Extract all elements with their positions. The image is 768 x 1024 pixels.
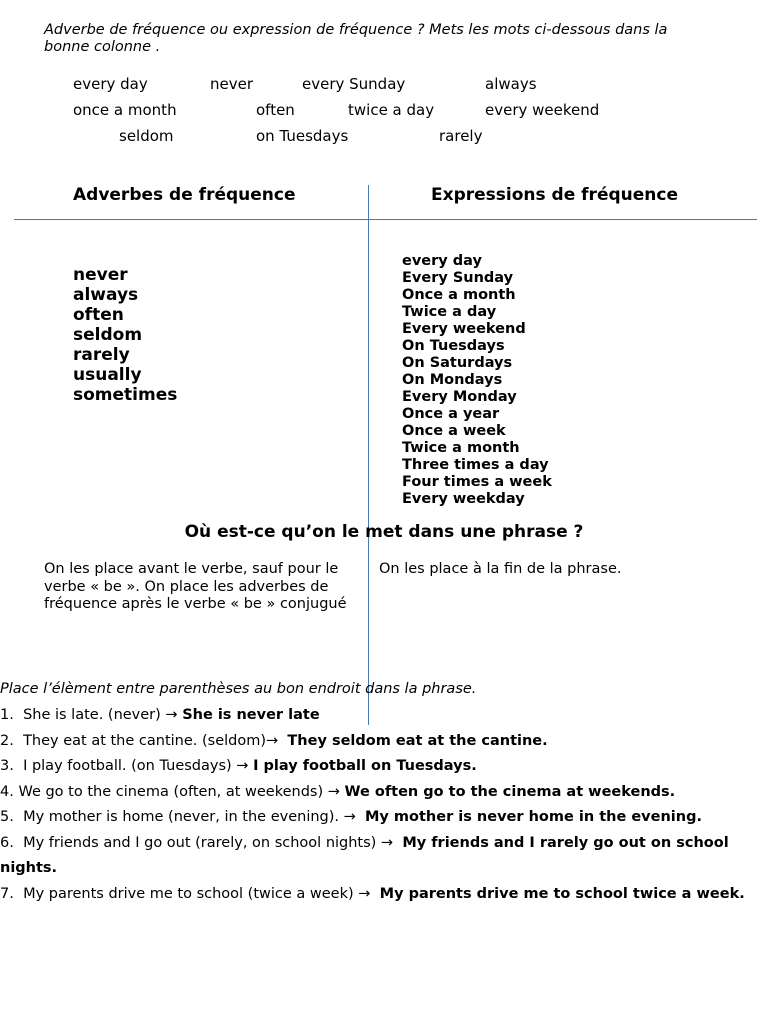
adverb-item: seldom — [73, 325, 143, 345]
item-answer: We often go to the cinema at weekends. — [344, 783, 676, 800]
item-prompt: They eat at the cantine. (seldom)→ — [23, 732, 279, 749]
exercise-item — [0, 754, 752, 780]
expression-item: every day — [402, 253, 482, 269]
item-answer: My mother is never home in the evening. — [365, 809, 702, 825]
adverb-item: often — [73, 305, 124, 325]
item-number: 4. — [0, 783, 14, 800]
item-prompt: She is late. (never) → — [23, 707, 178, 723]
adverb-item: usually — [73, 365, 142, 385]
adverb-item: sometimes — [73, 385, 178, 405]
expression-item: Once a year — [402, 406, 500, 422]
word-bank-item: twice a day — [348, 101, 435, 119]
adverbs-column-header: Adverbes de fréquence — [73, 185, 296, 205]
item-answer: My parents drive me to school twice a week. — [379, 885, 745, 902]
exercise-instruction: Place l’élèment entre parenthèses au bon endroit dans la phrase. — [0, 681, 477, 697]
expression-item: On Tuesdays — [402, 338, 505, 354]
table-column-divider — [368, 185, 369, 725]
expression-placement-rule: On les place à la fin de la phrase. — [379, 561, 622, 577]
item-answer: They seldom eat at the cantine. — [287, 732, 548, 749]
word-bank-item: every Sunday — [302, 75, 406, 93]
word-bank-item: seldom — [119, 127, 174, 145]
placement-question: Où est-ce qu’on le met dans une phrase ? — [184, 522, 584, 542]
exercise-item — [0, 831, 752, 882]
item-prompt: My parents drive me to school (twice a week) → — [23, 885, 371, 902]
adverb-item: rarely — [73, 345, 130, 365]
item-prompt: My friends and I go out (rarely, on school nights) → — [23, 834, 394, 851]
expression-item: Twice a month — [402, 440, 520, 456]
item-number: 3. — [0, 758, 14, 774]
expression-item: Every Sunday — [402, 270, 514, 286]
expression-item: Once a week — [402, 423, 506, 439]
expression-item: Every Monday — [402, 389, 517, 405]
exercise-item — [0, 882, 752, 908]
item-number: 1. — [0, 707, 14, 723]
word-bank-item: always — [485, 75, 537, 93]
adverb-item: never — [73, 265, 128, 285]
word-bank-item: on Tuesdays — [256, 127, 349, 145]
expressions-column-header: Expressions de fréquence — [431, 185, 678, 205]
word-bank-item: every weekend — [485, 101, 600, 119]
expressions-list — [402, 253, 552, 508]
word-bank-item: once a month — [73, 101, 177, 119]
item-number: 5. — [0, 809, 14, 825]
expression-item: Every weekend — [402, 321, 526, 337]
word-bank-item: rarely — [439, 127, 483, 145]
item-prompt: My mother is home (never, in the evening). → — [23, 809, 356, 825]
exercise-item — [0, 805, 752, 831]
exercise-item — [0, 729, 752, 755]
word-bank-item: often — [256, 101, 295, 119]
table-header-divider — [14, 219, 757, 220]
item-prompt: We go to the cinema (often, at weekends) → — [18, 783, 340, 800]
word-bank-item: every day — [73, 75, 148, 93]
item-answer: I play football on Tuesdays. — [253, 758, 477, 774]
item-number: 7. — [0, 885, 14, 902]
expression-item: Three times a day — [402, 457, 549, 473]
adverb-placement-rule: On les place avant le verbe, sauf pour le verbe « be ». On place les adverbes de fréquence après le verbe « be » conjugué — [44, 561, 347, 612]
expression-item: Every weekday — [402, 491, 525, 507]
expression-item: Four times a week — [402, 474, 552, 490]
item-number: 2. — [0, 732, 14, 749]
word-bank-item: never — [210, 75, 254, 93]
item-answer: She is never late — [182, 707, 320, 723]
item-number: 6. — [0, 834, 14, 851]
expression-item: Twice a day — [402, 304, 497, 320]
exercise-item — [0, 780, 752, 806]
item-answer: My friends and I rarely go out on school nights. — [0, 834, 729, 876]
adverb-item: always — [73, 285, 139, 305]
instructions: Adverbe de fréquence ou expression de fréquence ? Mets les mots ci-dessous dans la bonne colonne . — [44, 22, 668, 55]
adverbs-list — [73, 265, 177, 405]
expression-item: On Mondays — [402, 372, 503, 388]
item-prompt: I play football. (on Tuesdays) → — [23, 758, 249, 774]
expression-item: Once a month — [402, 287, 516, 303]
exercise-item — [0, 703, 752, 729]
expression-item: On Saturdays — [402, 355, 513, 371]
